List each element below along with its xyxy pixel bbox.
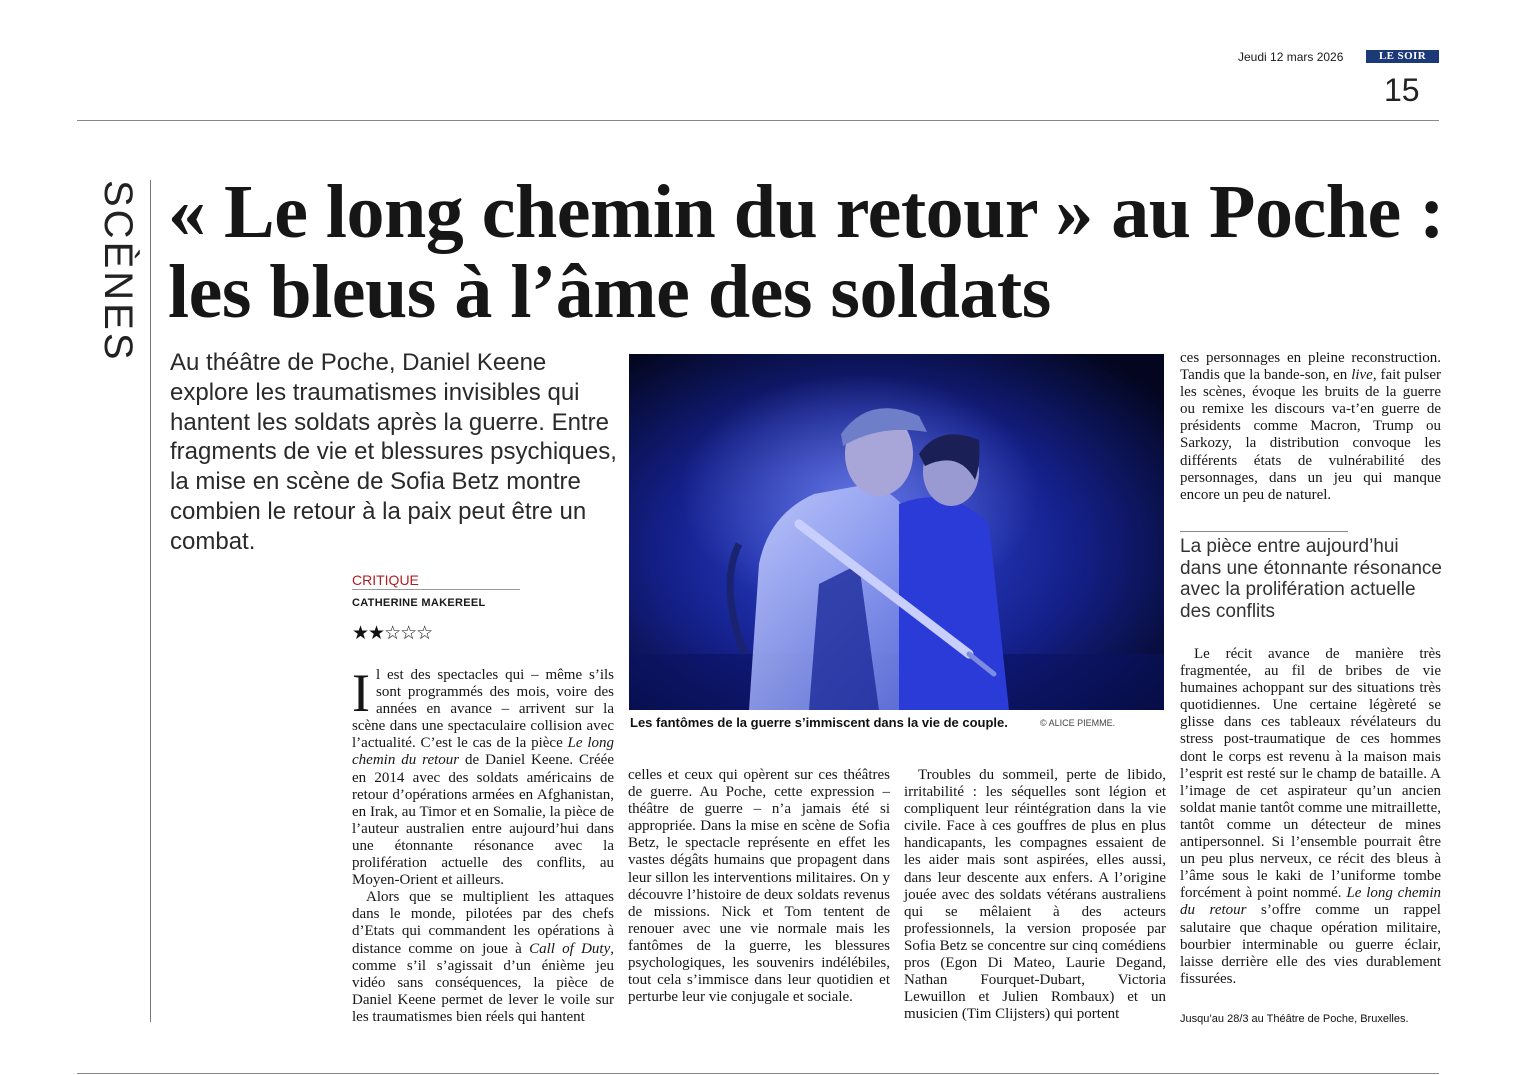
footer-rule bbox=[77, 1073, 1439, 1074]
lede: Au théâtre de Poche, Daniel Keene explore les traumatismes invisibles qui hantent les soldats après la guerre. Entre fragments de vie et blessures psychiques, la mise en scène de Sofia Betz montre combien le retour à la paix peut être un combat. bbox=[170, 349, 617, 555]
body-text: ces personnages en pleine reconstruction. Tandis que la bande-son, en bbox=[1180, 350, 1441, 384]
section-label-wrap bbox=[83, 180, 143, 363]
play-title: Le long chemin du retour bbox=[1180, 885, 1441, 919]
body-column-4-top bbox=[1180, 350, 1441, 504]
pullquote-rule bbox=[1180, 531, 1348, 532]
practical-info: Jusqu’au 28/3 au Théâtre de Poche, Bruxelles. bbox=[1180, 1013, 1409, 1025]
body-text: Le récit avance de manière très fragmentée, au fil de bribes de vie humaines achoppant sur des situations très quotidiennes. Une certaine légèreté se glisse dans ces tableaux révélateurs du stress post-traumatique de ces hommes dont le corps est revenu à la maison mais l’esprit est resté sur le champ de bataille. A l’image de cet aspirateur qu’un ancien soldat manie tantôt comme une mitraillette, tantôt comme un détecteur de mines antipersonnel. Si l’ensemble pourrait être un peu plus nerveux, ce récit des bleus à l’âme sous le kaki de l’uniforme tombe forcément à point nommé. bbox=[1180, 646, 1441, 902]
star-rating: ★★☆☆☆ bbox=[352, 623, 433, 644]
headline: « Le long chemin du retour » au Poche : les bleus à l’âme des soldats bbox=[168, 170, 1445, 334]
author-name: CATHERINE MAKEREEL bbox=[352, 597, 486, 609]
body-text: de Daniel Keene. Créée en 2014 avec des soldats américains de retour d’opérations armées en Afghanistan, en Irak, au Timor et en Somalie, la pièce de l’auteur australien entre aujourd’hui dans une étonnante résonance avec la prolifération actuelle des conflits, au Moyen-Orient et ailleurs. bbox=[352, 752, 615, 889]
issue-date: Jeudi 12 mars 2026 bbox=[1238, 50, 1344, 64]
body-text: Alors que se multiplient les attaques dans le monde, pilotées par des chefs d’Etats qui commandent les opérations à distance comme on joue à bbox=[352, 889, 614, 957]
body-column-2 bbox=[628, 767, 890, 1006]
publication-logo: LE SOIR bbox=[1366, 50, 1439, 63]
drop-cap: I bbox=[352, 663, 370, 723]
game-title: Call of Duty bbox=[529, 940, 611, 957]
live-word: live bbox=[1351, 367, 1373, 384]
body-paragraph bbox=[1180, 350, 1441, 504]
body-paragraph bbox=[352, 889, 614, 1026]
section-label: SCÈNES bbox=[96, 180, 140, 363]
body-paragraph: Troubles du sommeil, perte de libido, irritabilité : les séquelles sont légion et compliquent leur réintégration dans la vie civile. Face à ces gouffres de plus en plus handicapants, les compagnes essaient de les aider mais sont aspirées, elles aussi, dans leur descente aux enfers. A l’origine jouée avec des soldats vétérans australiens qui se mêlaient à des acteurs professionnels, la version proposée par Sofia Betz se concentre sur cinq comédiens pros (Egon Di Mateo, Laurie Degand, Nathan Fourquet-Dubart, Victoria Lewuillon et Julien Rombaux) et un musicien (Tim Clijsters) qui portent bbox=[904, 767, 1166, 1023]
play-title: Le long chemin du retour bbox=[352, 735, 614, 769]
stage-photo bbox=[629, 354, 1164, 710]
body-column-4-bottom bbox=[1180, 646, 1441, 988]
body-paragraph bbox=[1180, 646, 1441, 988]
section-divider bbox=[150, 180, 151, 1022]
body-column-1 bbox=[352, 663, 615, 1026]
page-number: 15 bbox=[1384, 72, 1420, 108]
body-column-3 bbox=[904, 767, 1166, 1023]
body-text: , fait pulser les scènes, évoque les bruits de la guerre ou remixe les discours va-t’en guerre de présidents comme Macron, Trump ou Sarkozy, la distribution convoque les différents états de vulnérabilité des personnages, dans un jeu qui manque encore un peu de naturel. bbox=[1180, 367, 1441, 503]
kicker: CRITIQUE bbox=[352, 572, 419, 588]
kicker-rule bbox=[352, 589, 520, 590]
body-text: s’offre comme un rappel salutaire que chaque opération militaire, bourbier interminable ou guerre éclair, laisse derrière elle des vies durablement fissurées. bbox=[1180, 902, 1441, 987]
photo-caption: Les fantômes de la guerre s’immiscent dans la vie de couple. bbox=[630, 715, 1008, 730]
pullquote: La pièce entre aujourd’hui dans une étonnante résonance avec la prolifération actuelle des conflits bbox=[1180, 536, 1442, 623]
body-paragraph bbox=[352, 663, 615, 889]
header-rule bbox=[77, 120, 1439, 121]
body-text: l est des spectacles qui – même s’ils sont programmés des mois, voire des années en avance – arrivent sur la scène dans une spectaculaire collision avec l’actualité. C’est le cas de la pièce bbox=[352, 667, 614, 752]
body-text: , comme s’il s’agissait d’un énième jeu vidéo sans conséquences, la pièce de Daniel Keene permet de lever le voile sur les traumatismes bien réels qui hantent bbox=[352, 940, 614, 1025]
photo-credit: © ALICE PIEMME. bbox=[1040, 718, 1116, 728]
body-paragraph: celles et ceux qui opèrent sur ces théâtres de guerre. Au Poche, cette expression – théâtre de guerre – n’a jamais été si appropriée. Dans la mise en scène de Sofia Betz, le spectacle représente en effet les vastes dégâts humains que propagent dans leur sillon les interventions militaires. On y découvre l’histoire de deux soldats revenus de missions. Nick et Tom tentent de renouer avec une vie normale mais les fantômes de la guerre, les blessures psychologiques, les souvenirs indélébiles, tout cela s’immisce dans leur quotidien et perturbe leur vie conjugale et sociale. bbox=[628, 767, 890, 1006]
